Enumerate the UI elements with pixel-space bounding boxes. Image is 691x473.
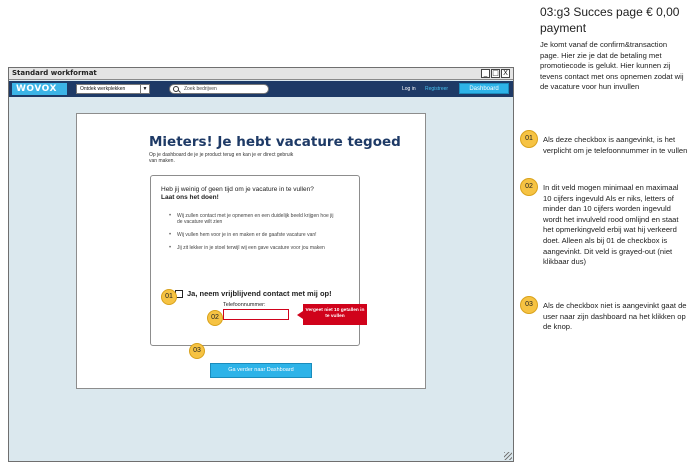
search-icon	[173, 86, 179, 92]
company-search-input[interactable]	[169, 84, 269, 94]
workplace-dropdown-label: Ontdek werkplekken	[80, 86, 126, 92]
annotation-note-02: In dit veld mogen minimaal en maximaal 10 cijfers ingevuld Als er niks, letters of minder dan 10 cijfers worden ingevuld wordt het invulveld rood omlijnd en staat het opmerkingveld erbij wat hij verkeerd doet. Alleen als bij 01 de checkbox is aangevinkt. Dit veld is grayed-out (niet klikbaar dus)	[543, 183, 679, 267]
phone-label: Telefoonnummer:	[223, 302, 266, 308]
search-placeholder: Zoek bedrijven	[184, 86, 217, 92]
wireframe-window	[8, 67, 514, 462]
annotation-note-01: Als deze checkbox is aangevinkt, is het verplicht om je telefoonnummer in te vullen	[543, 135, 688, 155]
marker-03: 03	[189, 343, 205, 359]
note-marker-02: 02	[520, 178, 538, 196]
minimize-icon[interactable]: _	[481, 69, 490, 78]
list-item: • Wij zullen contact met je opnemen en een duidelijk beeld krijgen hoe jij de vacature wilt zien	[169, 213, 339, 225]
list-item: • Wij vullen hem voor je in en maken er de gaafste vacature van!	[169, 232, 339, 238]
resize-grip-icon[interactable]	[504, 452, 512, 460]
wovox-logo[interactable]: WOVOX	[12, 83, 67, 95]
window-controls	[481, 69, 510, 78]
maximize-icon[interactable]: □	[492, 69, 499, 77]
note-marker-01: 01	[520, 130, 538, 148]
window-titlebar	[9, 68, 513, 80]
offer-question-line1: Heb jij weinig of geen tijd om je vacature in te vullen?	[161, 186, 314, 193]
offer-bullet-list	[169, 213, 339, 258]
top-navbar	[9, 81, 513, 97]
annotation-title: 03:g3 Succes page € 0,00 payment	[540, 5, 680, 35]
page-subtitle: Op je dashboard de je je product terug en kan je er direct gebruik van maken.	[149, 152, 294, 164]
marker-02: 02	[207, 310, 223, 326]
register-link[interactable]: Registreer	[425, 86, 449, 92]
marker-01: 01	[161, 289, 177, 305]
goto-dashboard-button[interactable]: Ga verder naar Dashboard	[210, 363, 312, 378]
phone-error-message: Vergeet niet 10 getallen in te vullen	[303, 304, 367, 325]
phone-input[interactable]	[223, 309, 289, 320]
offer-question-line2: Laat ons het doen!	[161, 194, 219, 201]
login-link[interactable]: Log in	[402, 86, 416, 92]
list-item: • Jij zit lekker in je stoel terwijl wij een gave vacature voor jou maken	[169, 245, 339, 251]
offer-question	[161, 186, 351, 202]
contact-checkbox-row[interactable]	[175, 289, 332, 298]
success-card	[76, 113, 426, 389]
workplace-dropdown[interactable]	[76, 84, 150, 94]
window-title: Standard workformat	[12, 69, 97, 77]
annotation-intro: Je komt vanaf de confirm&transaction page. Hier zie je dat de betaling met promotiecode is gelukt. Hier kunnen zij tevens contact met ons opnemen zodat wij de vacature voor hun invullen	[540, 40, 684, 92]
dashboard-nav-button[interactable]: Dashboard	[459, 83, 509, 94]
close-icon[interactable]: X	[501, 69, 510, 78]
note-marker-03: 03	[520, 296, 538, 314]
chevron-down-icon: ▼	[140, 85, 149, 93]
page-title: Mieters! Je hebt vacature tegoed	[149, 134, 401, 150]
annotation-note-03: Als de checkbox niet is aangevinkt gaat de user naar zijn dashboard na het klikken op de knop.	[543, 301, 687, 332]
contact-offer-box	[150, 175, 365, 346]
contact-checkbox-label: Ja, neem vrijblijvend contact met mij op!	[187, 289, 332, 298]
